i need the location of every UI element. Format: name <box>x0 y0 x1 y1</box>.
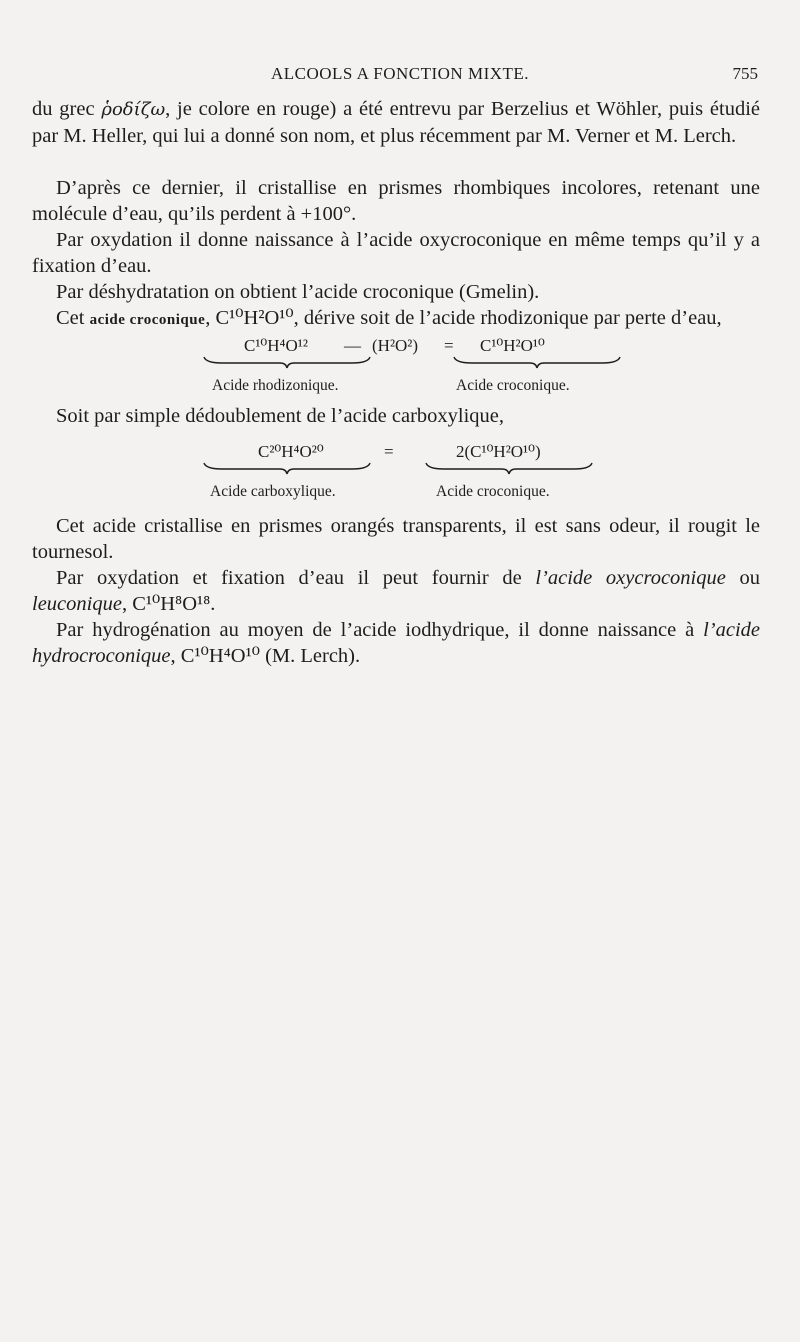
p9-text-b: , C¹⁰H⁴O¹⁰ (M. Lerch). <box>170 645 361 667</box>
eq1-left-formula: C¹⁰H⁴O¹² <box>244 336 308 355</box>
p9-text-a: Par hydrogénation au moyen de l’acide iodhydrique, il donne naissance à <box>56 619 704 641</box>
eq1-right-formula: C¹⁰H²O¹⁰ <box>480 336 545 355</box>
eq2-right-formula: 2(C¹⁰H²O¹⁰) <box>456 442 541 461</box>
eq2-left-formula: C²⁰H⁴O²⁰ <box>258 442 324 461</box>
p8-text-a: Par oxydation et fixation d’eau il peut fournir de <box>56 567 536 589</box>
p8-text-b: ou <box>725 567 761 589</box>
paragraph-3: Par oxydation il donne naissance à l’acide oxycroconique en même temps qu’il y a fixation d’eau. <box>32 229 760 277</box>
paragraph-7: Cet acide cristallise en prismes orangés transparents, il est sans odeur, il rougit le tournesol. <box>32 515 760 563</box>
p5-text-c: , dérive soit de l’acide rhodizonique par perte d’eau, <box>293 307 722 329</box>
equation-1 <box>32 333 760 393</box>
page-number: 755 <box>732 64 758 83</box>
equation-2 <box>32 439 760 499</box>
paragraph-6: Soit par simple dédoublement de l’acide carboxylique, <box>56 405 505 427</box>
running-title: ALCOOLS A FONCTION MIXTE. <box>270 64 530 83</box>
paragraph-2: D’après ce dernier, il cristallise en prismes rhombiques incolores, retenant une molécule d’eau, qu’ils perdent à +100°. <box>32 177 760 225</box>
paragraph-9 <box>32 617 760 669</box>
paragraph-4: Par déshydratation on obtient l’acide croconique (Gmelin). <box>56 281 540 303</box>
p8-italic-2: leuconique <box>32 593 122 615</box>
eq1-middle: (H²O²) <box>372 336 419 355</box>
eq1-minus: — <box>344 336 361 355</box>
p1-text-a: du grec <box>32 98 102 120</box>
eq1-equals: = <box>444 336 454 355</box>
eq2-equals: = <box>384 442 394 461</box>
paragraph-5 <box>32 305 760 333</box>
eq1-left-label: Acide rhodizonique. <box>212 377 339 394</box>
eq1-left-brace <box>202 355 372 369</box>
p5-bold-term: acide croconique <box>89 312 206 328</box>
p8-text-c: , C¹⁰H⁸O¹⁸. <box>121 593 216 615</box>
p5-formula: C¹⁰H²O¹⁰ <box>215 307 294 329</box>
paragraph-1 <box>32 96 760 149</box>
eq1-right-brace <box>452 355 622 369</box>
eq2-left-label: Acide carboxylique. <box>210 483 336 500</box>
p1-text-b: , je colore en rouge) a été entrevu par Berzelius et Wöhler, puis étudié par M. Heller, qui lui a donné son nom, et plus récemment par M. Verner et M. Lerch. <box>32 98 760 147</box>
p8-italic-1: l’acide oxycroconique <box>535 567 726 589</box>
running-head <box>0 64 800 88</box>
p1-greek-word: ῥοδίζω <box>101 99 166 120</box>
eq2-left-brace <box>202 461 372 475</box>
eq2-right-label: Acide croconique. <box>436 483 550 500</box>
p9-italic: l’acide hydrocroconique <box>32 619 760 667</box>
paragraph-8 <box>32 565 760 617</box>
eq2-right-brace <box>424 461 594 475</box>
p5-text-b: , <box>205 307 216 329</box>
eq1-right-label: Acide croconique. <box>456 377 570 394</box>
body-text <box>32 96 760 669</box>
p5-text-a: Cet <box>56 307 90 329</box>
